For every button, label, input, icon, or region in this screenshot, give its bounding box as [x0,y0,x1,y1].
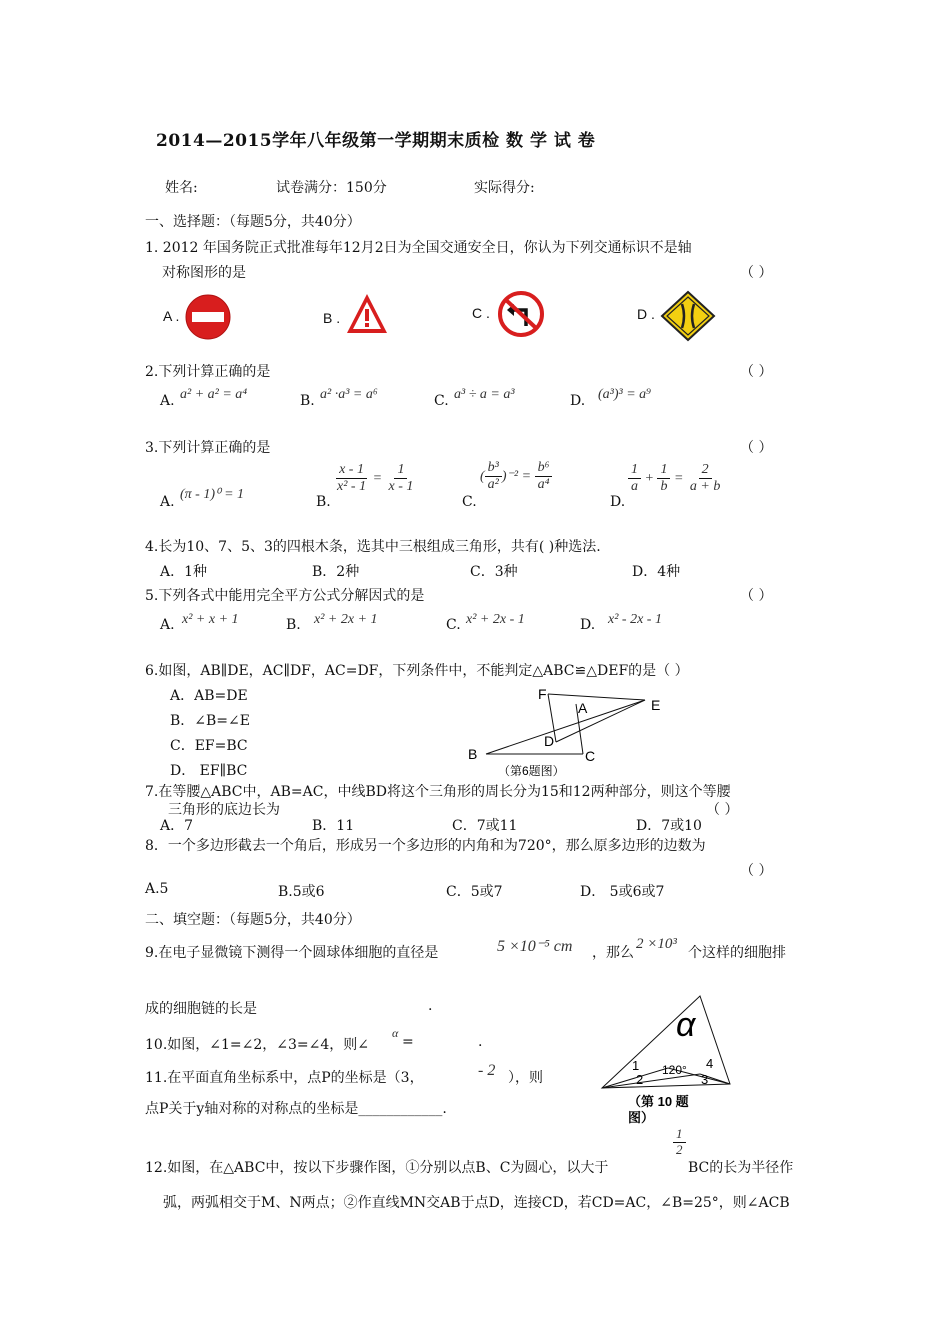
q3-label-c: C. [462,494,477,510]
q4-option-d: D．4种 [632,564,681,580]
no-entry-sign-icon [183,293,233,341]
q11-neg2: - 2 [478,1062,496,1079]
q5-bracket: （ ） [740,588,773,604]
q10-alpha: α [392,1026,399,1040]
q12-frac-num: 1 [673,1127,686,1143]
q3-d-den3: a + b [689,479,721,495]
q12-line2: 弧，两弧相交于M、N两点；②作直线MN交AB于点D，连接CD，若CD=AC，∠B=25°，则∠ACB [163,1195,790,1211]
q3-c-paren-close: )⁻² [501,468,519,484]
section-choice-heading: 一、选择题：（每题5分，共40分） [145,214,361,230]
q6-figure [460,682,680,780]
q10-text: 10.如图，∠1=∠2，∠3=∠4，则∠ [145,1037,370,1053]
q1-option-c: C . [472,305,490,321]
q3-b-num2: 1 [394,462,407,479]
q12-line1-post: BC的长为半径作 [688,1160,794,1176]
name-label: 姓名: [165,180,198,196]
q3-d-plus: + [644,470,654,486]
q6-option-a: A．AB=DE [170,688,248,704]
q7-option-b: B．11 [312,818,355,834]
q10-fig-label-1: 1 [632,1058,640,1073]
q3-d-eq: = [673,470,684,486]
q2-label-c: C. [434,393,449,409]
q10-eq: = [402,1034,414,1050]
q6-label-a: A [578,700,588,716]
q4-option-c: C．3种 [470,564,518,580]
q3-stem: 3.下列计算正确的是 [145,440,271,456]
q7-option-a: A．7 [160,818,194,834]
q7-line1: 7.在等腰△ABC中，AB=AC，中线BD将这个三角形的周长分为15和12两种部分，则这个等腰 [145,784,731,800]
q3-c-num2: b⁶ [535,460,553,477]
q5-expr-d: x² - 2x - 1 [608,612,662,627]
q3-label-b: B. [316,494,331,510]
q3-label-d: D. [610,494,626,510]
q8-option-a: A.5 [145,881,169,897]
q1-option-a: A . [163,308,180,324]
q3-d-num1: 1 [628,462,641,479]
q1-line1: 1. 2012 年国务院正式批准每年12月2日为全国交通安全日，你认为下列交通标识不是轴 [145,240,692,256]
q3-b-eq: = [372,470,383,486]
q10-fig-alpha: α [676,1006,696,1044]
q1-option-d: D . [637,306,655,322]
q4-stem: 4.长为10、7、5、3的四根木条，选其中三根组成三角形，共有( )种选法. [145,539,601,555]
q2-expr-c: a³ ÷ a = a³ [454,387,515,402]
q7-option-d: D．7或10 [636,818,702,834]
q3-c-den1: a² [487,477,499,493]
q10-caption-2: 图） [628,1110,655,1125]
q3-expr-b [334,462,416,495]
q8-bracket: （ ） [740,863,773,879]
narrow-road-sign-icon [660,290,716,342]
q6-caption: （第6题图） [498,764,565,778]
q3-expr-a: (π - 1)⁰ = 1 [180,487,245,502]
q3-d-den1: a [631,479,638,495]
q7-bracket: （ ） [706,802,739,818]
q6-option-d: D． EF∥BC [170,763,248,779]
q8-stem: 8．一个多边形截去一个角后，形成另一个多边形的内角和为720°，那么原多边形的边数为 [145,838,706,854]
q9-text-post: 个这样的细胞排 [688,945,786,961]
q6-label-e: E [651,697,661,713]
q8-option-b: B.5或6 [278,884,325,900]
section-fill-heading: 二、填空题：（每题5分，共40分） [145,912,361,928]
q10-fig-label-4: 4 [706,1056,714,1071]
q5-label-b: B. [286,617,301,633]
q8-option-c: C．5或7 [446,884,503,900]
q3-b-den2: x - 1 [388,479,414,495]
q6-stem: 6.如图，AB∥DE，AC∥DF，AC=DF，下列条件中，不能判定△ABC≌△DEF的是（ ） [145,663,689,679]
q11-line2: 点P关于y轴对称的对称点的坐标是____________. [145,1101,447,1117]
q1-bracket: （ ） [740,265,773,281]
q4-option-a: A．1种 [160,564,208,580]
q9-text-pre: 9.在电子显微镜下测得一个圆球体细胞的直径是 [145,945,439,961]
q6-label-f: F [538,686,547,702]
q6-label-c: C [585,748,596,764]
q6-option-b: B．∠B=∠E [170,713,250,729]
q2-expr-b: a² ·a³ = a⁶ [320,387,378,402]
q2-expr-a: a² + a² = a⁴ [180,387,248,402]
q3-bracket: （ ） [740,440,773,456]
q12-line1-pre: 12.如图，在△ABC中，按以下步骤作图，①分别以点B、C为圆心，以大于 [145,1160,609,1176]
q2-label-d: D. [570,393,586,409]
q7-option-c: C．7或11 [452,818,518,834]
no-left-turn-sign-icon [496,290,546,338]
q10-end: . [478,1034,483,1050]
q1-option-b: B . [323,310,341,326]
q3-b-den1: x² - 1 [337,479,367,495]
q2-bracket: （ ） [740,364,773,380]
q2-label-a: A. [160,393,175,409]
q10-fig-label-3: 3 [701,1072,709,1087]
q3-b-num1: x - 1 [336,462,367,479]
full-score-label: 试卷满分：150分 [276,180,387,196]
q6-label-d: D [544,733,555,749]
q3-c-paren-open: ( [480,468,485,484]
q12-frac-den: 2 [676,1141,683,1157]
q3-label-a: A. [160,494,175,510]
q3-expr-c [480,460,552,493]
q10-caption-1: （第 10 题 [628,1094,689,1109]
q10-fig-angle: 120° [662,1063,687,1077]
q12-fraction [673,1127,686,1158]
q3-d-num3: 2 [699,462,712,479]
q9-end: . [428,998,433,1014]
q9-count: 2 ×10³ [636,936,677,952]
q10-figure [596,992,746,1126]
q9-diameter: 5 ×10⁻⁵ cm [497,938,573,955]
q3-c-den2: a⁴ [537,477,550,493]
q5-label-c: C. [446,617,461,633]
q2-expr-d: (a³)³ = a⁹ [598,387,652,402]
q3-expr-d [628,462,723,495]
q9-text-mid: ，那么 [592,945,634,961]
q11-line1b: ），则 [508,1070,543,1086]
q3-d-den2: b [660,479,668,495]
q3-d-num2: 1 [657,462,670,479]
page-title: 2014—2015学年八年级第一学期期末质检 数 学 试 卷 [156,131,596,151]
q4-option-b: B．2种 [312,564,360,580]
q2-label-b: B. [300,393,315,409]
q3-c-eq: = [521,468,532,484]
q5-expr-a: x² + x + 1 [182,612,239,627]
q5-expr-b: x² + 2x + 1 [314,612,378,627]
q9-line2: 成的细胞链的长是 [145,1001,257,1017]
q3-c-num1: b³ [485,460,502,477]
q6-label-b: B [468,746,478,762]
q5-stem: 5.下列各式中能用完全平方公式分解因式的是 [145,588,425,604]
q5-expr-c: x² + 2x - 1 [466,612,525,627]
q8-option-d: D． 5或6或7 [580,884,665,900]
q1-line2: 对称图形的是 [162,265,246,281]
q6-option-c: C．EF=BC [170,738,248,754]
q10-fig-label-2: 2 [636,1072,644,1087]
q5-label-d: D. [580,617,596,633]
q2-stem: 2.下列计算正确的是 [145,364,271,380]
warning-triangle-sign-icon [344,291,390,337]
q11-line1a: 11.在平面直角坐标系中，点P的坐标是（3， [145,1070,424,1086]
actual-score-label: 实际得分: [474,180,535,196]
q7-line2: 三角形的底边长为 [168,802,280,818]
q5-label-a: A. [160,617,175,633]
